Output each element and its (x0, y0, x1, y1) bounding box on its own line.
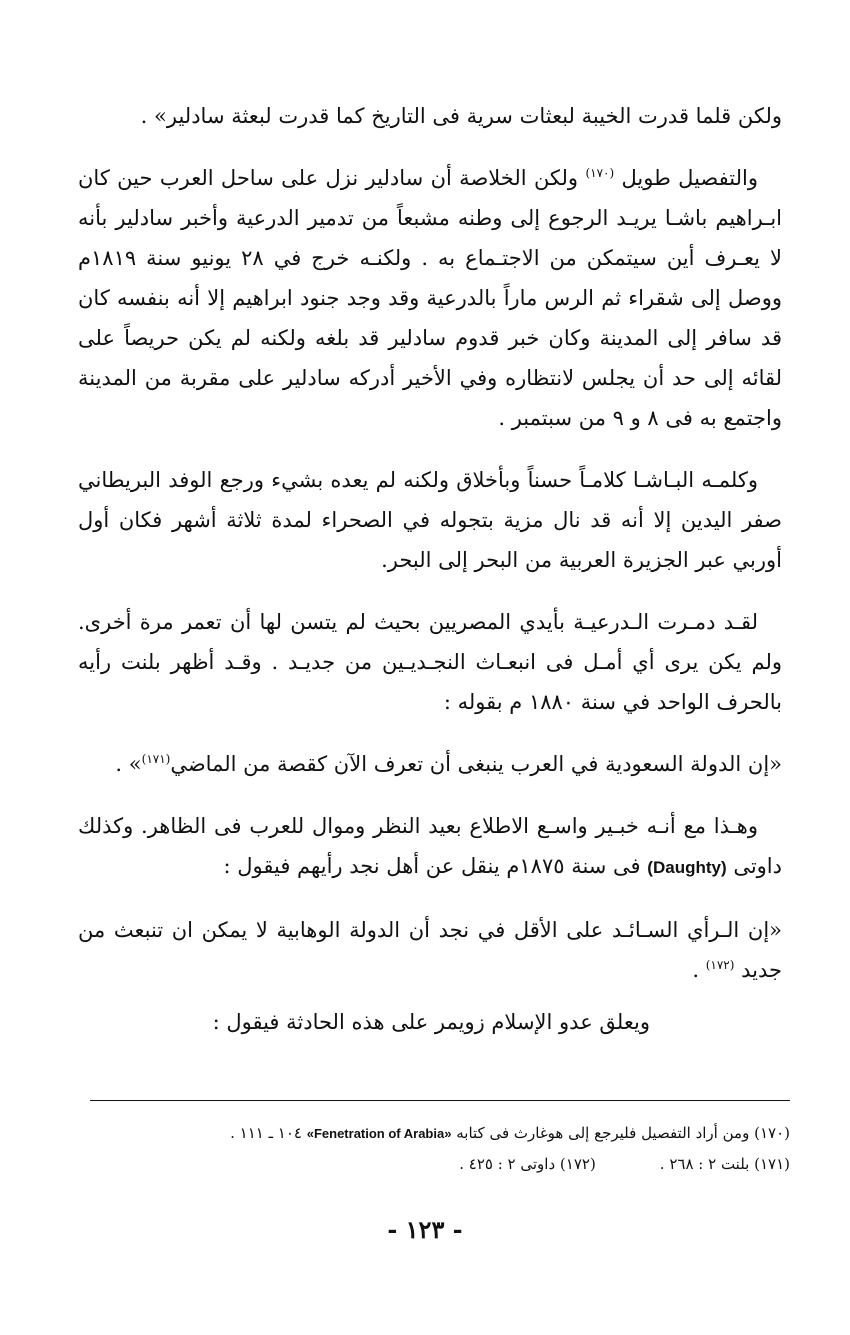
footnote-divider (90, 1100, 790, 1101)
paragraph-2-text-rest: ولكن الخلاصة أن سادلير نزل على ساحل العرب حين كان ابـراهيم باشـا يريـد الرجوع إلى وطنه مشبعاً من تدمير الدرعية وأخبر سادلير بأنه لا يعـرف أين سيتمكن من الاجتـماع به . ولكنـه خرج في ٢٨ يونيو سنة ١٨١٩م ووصل إلى شقراء ثم الرس ماراً بالدرعية وقد وجد جنود ابراهيم إلا أنه بنفسه كان قد سافر إلى المدينة وكان خبر قدوم سادلير قد بلغه ولكنه لم يكن حريصاً على لقائه إلى حد أن يجلس لانتظاره وفي الأخير أدركه سادلير على مقربة من المدينة واجتمع به فى ٨ و ٩ من سبتمبر . (78, 166, 782, 430)
footnote-ref-170: (١٧٠) (585, 166, 615, 180)
footnotes (90, 1118, 790, 1179)
main-text (78, 96, 782, 1064)
footnote-170-text: ومن أراد التفصيل فليرجع إلى هوغارث فى كتابه (456, 1124, 750, 1142)
latin-name-daughty: (Daughty) (647, 858, 727, 877)
quote-2-text: «إن الـرأي السـائـد على الأقل في نجد أن الدولة الوهابية لا يمكن ان تنبعث من جديد (78, 918, 782, 982)
paragraph-2-text-start: والتفصيل طويل (621, 166, 758, 190)
quote-1-text: «إن الدولة السعودية في العرب ينبغى أن تعرف الآن كقصة من الماضي (170, 752, 782, 776)
footnotes-171-172 (90, 1149, 790, 1179)
paragraph-4-text: لقـد دمـرت الـدرعيـة بأيدي المصريين بحيث لم يتسن لها أن تعمر مرة أخرى. ولم يكن يرى أي أمـل فى انبعـاث النجـديـين من جديـد . وقـد أظهر بلنت رأيه بالحرف الواحد في سنة ١٨٨٠ م بقوله : (78, 610, 782, 714)
paragraph-5-text-rest: فى سنة ١٨٧٥م ينقل عن أهل نجد رأيهم فيقول : (223, 854, 641, 878)
paragraph-5 (78, 806, 782, 888)
footnote-172: (١٧٢) داوتى ٢ : ٤٢٥ . (459, 1155, 596, 1173)
quote-1 (78, 744, 782, 784)
quote-2-end: . (692, 958, 700, 982)
quote-1-end: » . (115, 752, 142, 776)
page-number: - ١٢٣ - (387, 1215, 463, 1244)
paragraph-3-text: وكلمـه البـاشـا كلامـاً حسناً وبأخلاق ولكنه لم يعده بشيء ورجع الوفد البريطاني صفر اليدين إلا أنه قد نال مزية بتجوله في الصحراء لمدة ثلاثة أشهر فكان أول أوربي عبر الجزيرة العربية من البحر إلى البحر. (78, 468, 782, 572)
footnote-ref-171: (١٧١) (141, 752, 171, 766)
footnote-170-number: (١٧٠) (754, 1124, 790, 1142)
paragraph-1-text: ولكن قلما قدرت الخيبة لبعثات سرية فى التاريخ كما قدرت لبعثة سادلير» . (140, 104, 782, 128)
paragraph-2 (78, 158, 782, 438)
paragraph-1 (78, 96, 782, 136)
footnote-170-book-title: «Fenetration of Arabia» (306, 1126, 452, 1141)
footnote-170-pages: ١٠٤ ـ ١١١ . (230, 1124, 302, 1142)
quote-2 (78, 910, 782, 990)
paragraph-6 (78, 1002, 782, 1042)
footnote-171: (١٧١) بلنت ٢ : ٢٦٨ . (659, 1155, 790, 1173)
paragraph-6-text: ويعلق عدو الإسلام زويمر على هذه الحادثة فيقول : (212, 1010, 650, 1034)
paragraph-5-text-start: وهـذا مع أنـه خبـير واسـع الاطلاع بعيد النظر وموال للعرب فى الظاهر. وكذلك داوتى (78, 814, 782, 878)
paragraph-4 (78, 602, 782, 722)
footnote-170 (90, 1118, 790, 1149)
footnote-ref-172: (١٧٢) (705, 958, 735, 972)
paragraph-3 (78, 460, 782, 580)
